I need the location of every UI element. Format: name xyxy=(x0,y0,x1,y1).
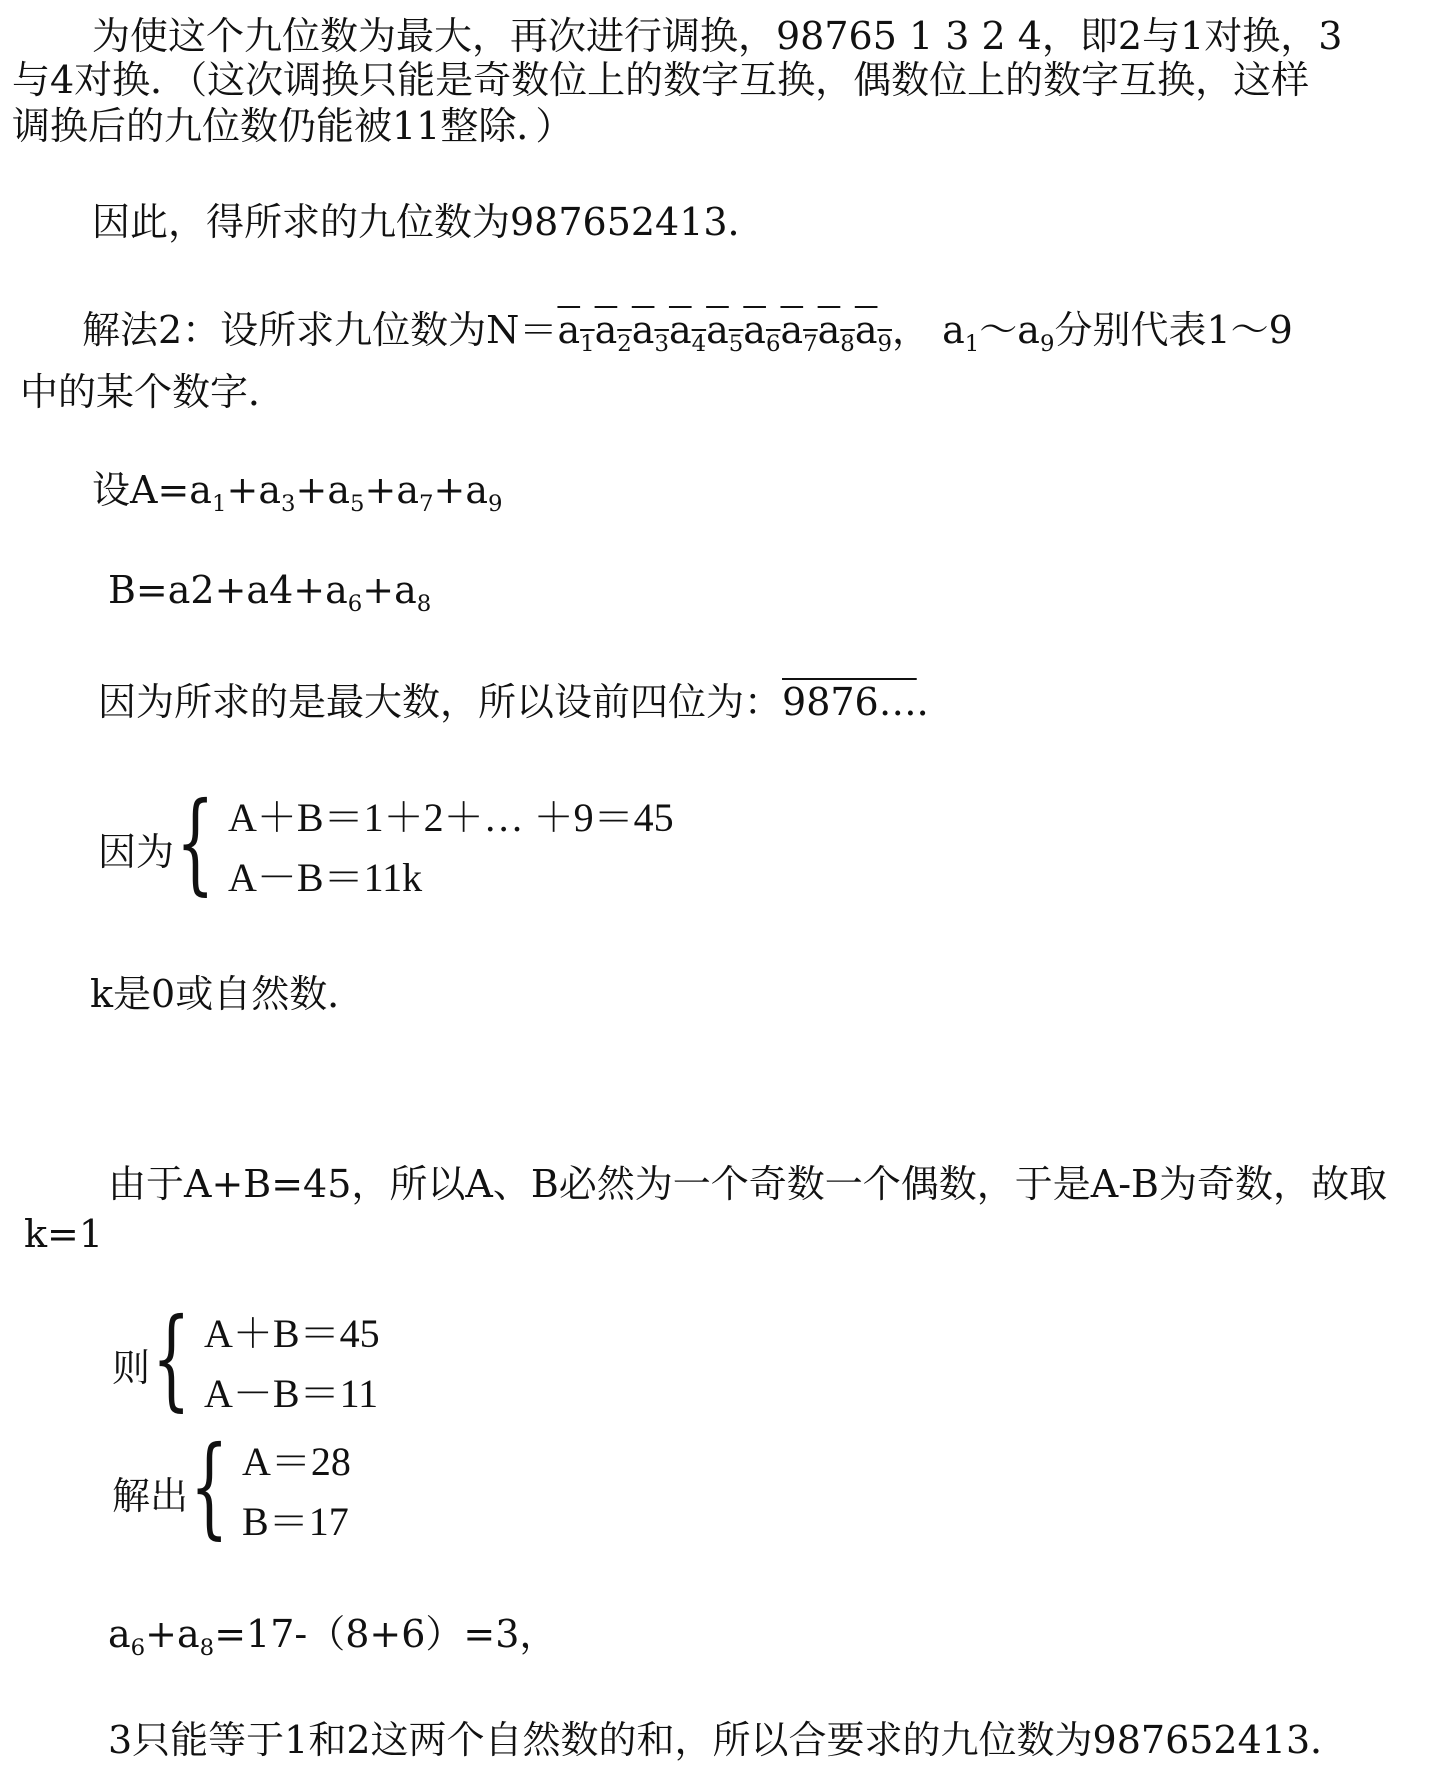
system2-label: 则 xyxy=(112,1345,151,1390)
parity-argument-line: 由于A+B=45，所以A、B必然为一个奇数一个偶数，于是A-B为奇数，故取 xyxy=(108,1162,1387,1206)
definition-b: $B=a2+a4+a_6+a_8$ xyxy=(108,568,432,617)
definition-a: 设$A=a_1+a_3+a_5+a_7+a_9$ xyxy=(92,468,503,517)
k-value-line: k=1 xyxy=(24,1212,104,1256)
answer-line: 因此，得所求的九位数为987652413． xyxy=(92,200,766,244)
left-brace-icon: { xyxy=(190,1422,229,1550)
equation-system-1 xyxy=(98,778,674,908)
system1-label: 因为 xyxy=(98,829,175,874)
a6-a8-computation: $a_6+a_8=17-(8+6)=3$， xyxy=(108,1612,558,1661)
system3-row1: A＝28 xyxy=(242,1439,351,1484)
system2-row2: A－B＝11 xyxy=(204,1371,379,1416)
equation-system-2 xyxy=(112,1294,380,1424)
method2-prefix: 解法2：设所求九位数为N＝ xyxy=(82,308,558,352)
method2-line-continued: 中的某个数字． xyxy=(20,370,287,414)
paragraph-line-1: 为使这个九位数为最大，再次进行调换，98765 1 3 2 4，即2与1对换，3 xyxy=(92,14,1343,58)
left-brace-icon: { xyxy=(176,778,215,906)
method2-line: 解法2：设所求九位数为$N=a_1a_2a_3a_4a_5a_6a_7a_8a_9$， $a_1\sim a_9$分别代表1～9 xyxy=(82,308,1293,357)
paragraph-line-2: 与4对换．（这次调换只能是奇数位上的数字互换，偶数位上的数字互换，这样 xyxy=(12,58,1310,102)
left-brace-icon: { xyxy=(152,1294,191,1422)
conclusion-line: 3只能等于1和2这两个自然数的和，所以合要求的九位数为987652413． xyxy=(108,1718,1349,1762)
first-four-digits-line: 因为所求的是最大数，所以设前四位为：9876…． xyxy=(98,680,955,724)
system2-row1: A＋B＝45 xyxy=(204,1311,380,1356)
system1-row1: A＋B＝1＋2＋… ＋9＝45 xyxy=(228,795,674,840)
k-definition-line: k是0或自然数． xyxy=(90,972,366,1016)
nine-digit-overline-number: $a_1a_2a_3a_4a_5a_6a_7a_8a_9$ xyxy=(557,308,892,357)
paragraph-line-3: 调换后的九位数仍能被11整除．） xyxy=(12,104,574,148)
method2-suffix: 分别代表1～9 xyxy=(1054,308,1293,352)
system3-row2: B＝17 xyxy=(242,1499,349,1544)
system1-row2: A－B＝11k xyxy=(228,855,423,900)
equation-system-3 xyxy=(112,1422,351,1552)
first-four-digits-overline: 9876… xyxy=(782,680,917,724)
system3-label: 解出 xyxy=(112,1473,189,1518)
